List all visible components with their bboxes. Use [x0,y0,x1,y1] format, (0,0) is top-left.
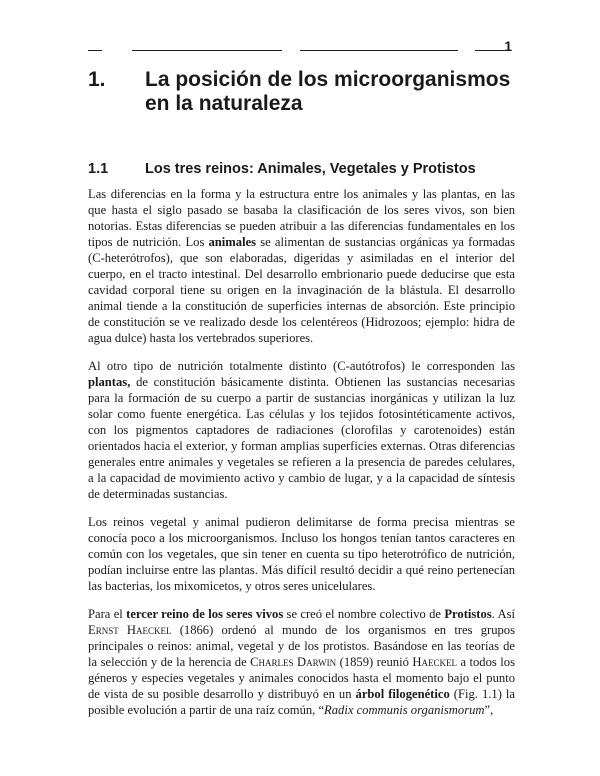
header-rule-segment [300,50,458,51]
text-run: (1859) reunió [336,655,413,669]
text-run: se creó el nombre colectivo de [283,607,445,621]
text-run: Las diferencias en la forma y la estructura entre los animales y las plantas, en las que hasta el siglo pasado se basaba la clasificación de los seres vivos, son bien notorias. Estas diferencias se pueden atribuir a las diferencias fundamentales en los tipos de nutrición. Los [88,187,515,249]
text-run: . Así [491,607,515,621]
term-plantas: plantas, [88,375,131,389]
paragraph-4 [88,606,515,718]
header-rule-segment [132,50,282,51]
text-run: de constitución básicamente distinta. Obtienen las sustancias necesarias para la formación de su cuerpo a partir de sustancias inorgánicas y utilizan la luz solar como fuente energética. Las células y los tejidos fotosintéticamente activos, con los pigmentos captadores de radiaciones (clorofilas y carotenoides) están orientados hacia el exterior, y forman amplias superficies externas. Otras diferencias generales entre animales y vegetales se refieren a la presencia de paredes celulares, a la capacidad de movimiento activo y cambio de lugar, y a la capacidad de síntesis de determinadas sustancias. [88,375,515,501]
text-run: Para el [88,607,127,621]
paragraph-3 [88,514,515,594]
term-arbol-filogenetico: árbol filogenético [355,687,450,701]
section-number: 1.1 [88,161,109,177]
text-run: Los reinos vegetal y animal pudieron delimitarse de forma precisa mientras se conocía poco a los microorganismos. Incluso los hongos tenían tantos caracteres en común con los vegetales, que sin tener en cuenta su tipo heterotrófico de nutrición, podían incluirse entre las plantas. Más difícil resultó decidir a qué reino pertenecían las bacterias, los mixomicetos, y otros seres unicelulares. [88,515,515,593]
term-animales: animales [208,235,257,249]
term-radix: Radix communis organismorum [324,703,485,717]
author-haeckel: Haeckel [412,655,457,669]
term-tercer-reino: tercer reino de los seres vivos [126,607,284,621]
chapter-number: 1. [88,68,106,91]
author-haeckel: Ernst Haeckel [88,623,172,637]
term-protistos: Protistos [444,607,492,621]
text-run: se alimentan de sustancias orgánicas ya formadas (C-heterótrofos), que son elaboradas, digeridas y asimiladas en el interior del cuerpo, en el tracto intestinal. Del desarrollo embrionario puede deducirse que esta cavidad corporal tiene su origen en la invaginación de la blástula. El desarrollo animal tiende a la constitución de superficies internas de absorción. Este principio de constitución se ve realizado desde los celentéreos (Hidrozoos; ejemplo: hidra de agua dulce) hasta los vertebrados superiores. [88,235,516,345]
page-number: 1 [504,38,512,54]
author-darwin: Charles Darwin [250,655,337,669]
text-run: (1866) ordenó al mundo de los organismos en tres grupos principales o reinos: animal, vegetal y de los protistos. Basándose en las teorías de la selección y de la herencia de [88,623,515,669]
paragraph-1 [88,186,515,346]
section-title: Los tres reinos: Animales, Vegetales y Protistos [145,161,476,177]
body-text [88,186,515,730]
text-run: a todos los géneros y especies vegetales y animales conocidos hasta el momento bajo el punto de vista de su posible desarrollo y distribuyó en un [88,655,515,701]
header-rule-segment [88,50,102,51]
paragraph-2 [88,358,515,502]
text-run: ”, [484,703,494,717]
text-run: Al otro tipo de nutrición totalmente distinto (C-autótrofos) le corresponden las [88,359,515,373]
text-run: (Fig. 1.1) la posible evolución a partir de una raíz común, “ [88,687,515,717]
chapter-title: La posición de los microorganismos en la naturaleza [145,68,511,115]
